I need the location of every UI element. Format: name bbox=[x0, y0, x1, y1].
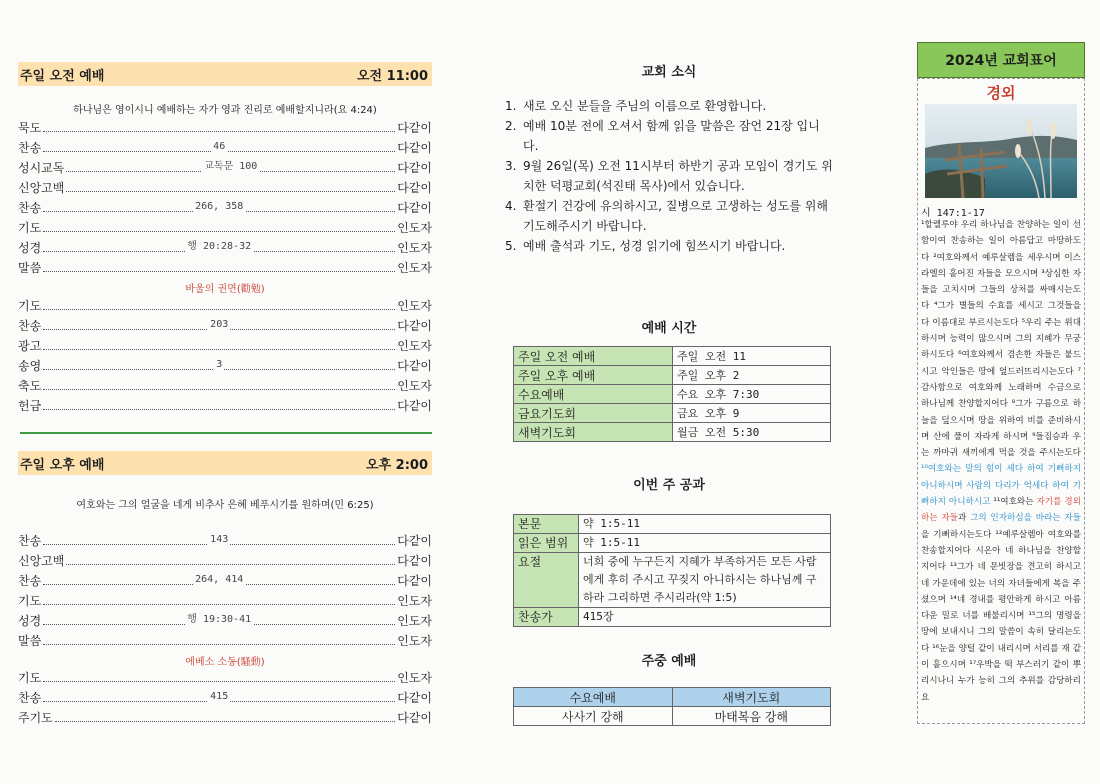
order-row bbox=[18, 116, 432, 136]
dot-leader bbox=[43, 270, 395, 272]
order-row bbox=[18, 256, 432, 276]
service-time: 주일 오전 11 bbox=[673, 347, 831, 366]
order-label: 신앙고백 bbox=[18, 554, 65, 568]
order-role: 다같이 bbox=[397, 181, 432, 195]
news-text: 예배 출석과 기도, 성경 읽기에 힘쓰시기 바랍니다. bbox=[523, 239, 786, 253]
morning-service-time: 오전 11:00 bbox=[356, 68, 428, 84]
afternoon-verse: 여호와는 그의 얼굴을 네게 비추사 은혜 베푸시기를 원하며(민 6:25) bbox=[76, 500, 374, 511]
news-number: 1. bbox=[505, 99, 517, 113]
news-list bbox=[505, 96, 833, 256]
order-detail-text: 266, 358 bbox=[195, 201, 244, 212]
order-row bbox=[18, 374, 432, 394]
order-label: 성경 bbox=[18, 614, 42, 628]
order-label: 찬송 bbox=[18, 691, 42, 705]
morning-sermon-title: 바울의 권면(勸勉) bbox=[185, 284, 265, 295]
midweek-table bbox=[513, 687, 831, 726]
news-text: 예배 10분 전에 오셔서 함께 읽을 말씀은 잠언 21장 입니다. bbox=[523, 119, 820, 153]
lesson-row bbox=[514, 534, 831, 553]
dot-leader bbox=[43, 308, 395, 310]
dot-leader bbox=[43, 230, 395, 232]
landscape-image bbox=[925, 104, 1077, 198]
dot-leader bbox=[43, 574, 395, 585]
dot-leader bbox=[43, 614, 395, 625]
dot-leader bbox=[43, 643, 395, 645]
order-row bbox=[18, 629, 432, 649]
order-detail bbox=[43, 359, 395, 371]
order-row bbox=[18, 156, 432, 176]
motto-title-box bbox=[917, 42, 1085, 78]
order-label: 기도 bbox=[18, 594, 42, 608]
order-detail-text: 46 bbox=[213, 141, 226, 152]
psalm-part-a: ¹할렐루야 우리 하나님을 찬양하는 일이 선함이여 찬송하는 일이 아름답고 마땅하도다 ²여호와께서 예루살렘을 세우시며 이스라엘의 흩어진 자들을 모으시며 ³상심한 자들을 고치시며 그들의 상처를 싸매시는도다 ⁴그가 별들의 수효를 세시고 그것들을 다 이름대로 부르시는도다 ⁵우리 주는 위대하시며 능력이 많으시며 그의 지혜가 무궁하시도다 ⁶여호와께서 겸손한 자들은 붙드시고 악인들은 땅에 엎드러뜨리시는도다 ⁷감사함으로 여호와께 노래하며 수금으로 하나님께 찬양할지어다 ⁸그가 구름으로 하늘을 덮으시며 땅을 위하여 비를 준비하시며 산에 풀이 자라게 하시며 ⁹들짐승과 우는 까마귀 새끼에게 먹을 것을 주시는도다 bbox=[921, 220, 1081, 459]
dot-leader bbox=[43, 408, 395, 410]
order-role: 다같이 bbox=[397, 121, 432, 135]
dot-leader bbox=[66, 161, 395, 172]
motto-word: 경외 bbox=[986, 84, 1016, 102]
order-role: 다같이 bbox=[397, 554, 432, 568]
service-time: 수요 오후 7:30 bbox=[673, 385, 831, 404]
order-detail-text: 3 bbox=[216, 359, 223, 370]
order-detail bbox=[43, 141, 395, 153]
afternoon-service-header bbox=[18, 451, 432, 475]
news-number: 3. bbox=[505, 159, 517, 173]
order-label: 말씀 bbox=[18, 261, 42, 275]
order-row bbox=[18, 549, 432, 569]
dot-leader bbox=[55, 720, 395, 722]
lesson-value: 너희 중에 누구든지 지혜가 부족하거든 모든 사람에게 후히 주시고 꾸짖지 아니하시는 하나님께 구하라 그리하면 주시리라(약 1:5) bbox=[579, 553, 831, 608]
order-detail-text: 행 19:30-41 bbox=[187, 614, 252, 625]
order-detail bbox=[66, 161, 395, 173]
lesson-key: 요절 bbox=[514, 553, 579, 608]
service-time-row bbox=[514, 404, 831, 423]
order-role: 다같이 bbox=[397, 691, 432, 705]
order-label: 주기도 bbox=[18, 711, 53, 725]
service-name: 주일 오전 예배 bbox=[514, 347, 673, 366]
order-row bbox=[18, 354, 432, 374]
order-label: 신앙고백 bbox=[18, 181, 65, 195]
service-name: 주일 오후 예배 bbox=[514, 366, 673, 385]
landscape-photo bbox=[925, 104, 1077, 198]
service-time: 금요 오후 9 bbox=[673, 404, 831, 423]
lesson-row bbox=[514, 515, 831, 534]
order-role: 다같이 bbox=[397, 574, 432, 588]
order-row bbox=[18, 216, 432, 236]
midweek-title: 주중 예배 bbox=[641, 654, 697, 669]
dot-leader bbox=[43, 241, 395, 252]
order-detail-text: 행 20:28-32 bbox=[187, 241, 252, 252]
order-role: 인도자 bbox=[397, 241, 432, 255]
order-detail-text: 교독문 100 bbox=[204, 161, 258, 172]
dot-leader bbox=[43, 680, 395, 682]
midweek-header-wed: 수요예배 bbox=[514, 688, 673, 707]
order-role: 다같이 bbox=[397, 161, 432, 175]
order-row bbox=[18, 294, 432, 314]
afternoon-sermon-title: 에베소 소동(騷動) bbox=[185, 657, 265, 668]
midweek-value-wed: 사사기 강해 bbox=[514, 707, 673, 726]
news-item bbox=[505, 236, 833, 256]
midweek-header-dawn: 새벽기도회 bbox=[672, 688, 831, 707]
order-label: 기도 bbox=[18, 671, 42, 685]
order-row bbox=[18, 236, 432, 256]
dot-leader bbox=[43, 359, 395, 370]
order-role: 인도자 bbox=[397, 614, 432, 628]
order-row bbox=[18, 609, 432, 629]
psalm-highlight-v10: ¹⁰여호와는 말의 힘이 세다 하여 기뻐하지 아니하시며 사람의 다리가 억세다 하여 기뻐하지 아니하시고 bbox=[921, 464, 1081, 508]
order-row bbox=[18, 666, 432, 686]
order-row bbox=[18, 589, 432, 609]
order-label: 송영 bbox=[18, 359, 42, 373]
lesson-key: 찬송가 bbox=[514, 608, 579, 627]
order-row bbox=[18, 314, 432, 334]
section-divider bbox=[20, 432, 432, 434]
order-detail bbox=[43, 534, 395, 546]
order-label: 찬송 bbox=[18, 201, 42, 215]
service-time: 주일 오후 2 bbox=[673, 366, 831, 385]
lesson-row bbox=[514, 608, 831, 627]
order-row bbox=[18, 706, 432, 726]
order-row bbox=[18, 196, 432, 216]
order-label: 광고 bbox=[18, 339, 42, 353]
psalm-highlight-hope: 그의 인자하심을 바라는 자들 bbox=[970, 513, 1081, 524]
order-label: 묵도 bbox=[18, 121, 42, 135]
order-role: 다같이 bbox=[397, 201, 432, 215]
service-name: 수요예배 bbox=[514, 385, 673, 404]
order-label: 찬송 bbox=[18, 141, 42, 155]
psalm-part-c: ¹¹여호와는 bbox=[990, 497, 1037, 508]
order-row bbox=[18, 569, 432, 589]
service-times-table bbox=[513, 346, 831, 442]
service-time-row bbox=[514, 347, 831, 366]
order-role: 다같이 bbox=[397, 359, 432, 373]
order-label: 헌금 bbox=[18, 399, 42, 413]
order-detail bbox=[43, 691, 395, 703]
afternoon-service-title: 주일 오후 예배 bbox=[20, 457, 105, 473]
psalm-text bbox=[921, 217, 1081, 706]
service-name: 금요기도회 bbox=[514, 404, 673, 423]
order-label: 성경 bbox=[18, 241, 42, 255]
order-role: 인도자 bbox=[397, 339, 432, 353]
order-row bbox=[18, 686, 432, 706]
news-text: 환절기 건강에 유의하시고, 질병으로 고생하는 성도를 위해 기도해주시기 바랍니다. bbox=[523, 199, 828, 233]
dot-leader bbox=[66, 190, 395, 192]
order-detail bbox=[43, 201, 395, 213]
news-text: 9월 26일(목) 오전 11시부터 하반기 공과 모임이 경기도 위치한 덕평교회(석진태 목사)에서 있습니다. bbox=[523, 159, 833, 193]
order-detail bbox=[43, 319, 395, 331]
news-number: 2. bbox=[505, 119, 517, 133]
service-time-row bbox=[514, 423, 831, 442]
order-role: 다같이 bbox=[397, 534, 432, 548]
service-times-title: 예배 시간 bbox=[641, 321, 697, 336]
order-row bbox=[18, 334, 432, 354]
psalm-part-e: 과 bbox=[957, 513, 971, 524]
order-role: 다같이 bbox=[397, 399, 432, 413]
news-item bbox=[505, 196, 833, 236]
order-detail bbox=[43, 614, 395, 626]
order-role: 인도자 bbox=[397, 594, 432, 608]
news-item bbox=[505, 96, 833, 116]
dot-leader bbox=[43, 201, 395, 212]
psalm-highlight-fear: 자기를 경외하는 자들 bbox=[921, 497, 1081, 524]
service-time-row bbox=[514, 385, 831, 404]
service-name: 새벽기도회 bbox=[514, 423, 673, 442]
news-number: 4. bbox=[505, 199, 517, 213]
afternoon-service-time: 오후 2:00 bbox=[366, 457, 428, 473]
lesson-row bbox=[514, 553, 831, 608]
dot-leader bbox=[43, 348, 395, 350]
news-title: 교회 소식 bbox=[641, 65, 697, 80]
order-role: 인도자 bbox=[397, 221, 432, 235]
morning-service-title: 주일 오전 예배 bbox=[20, 68, 105, 84]
lesson-value: 약 1:5-11 bbox=[579, 515, 831, 534]
order-label: 찬송 bbox=[18, 574, 42, 588]
lesson-table bbox=[513, 514, 831, 627]
service-time-row bbox=[514, 366, 831, 385]
dot-leader bbox=[43, 603, 395, 605]
order-role: 인도자 bbox=[397, 634, 432, 648]
order-role: 인도자 bbox=[397, 261, 432, 275]
dot-leader bbox=[43, 141, 395, 152]
order-label: 축도 bbox=[18, 379, 42, 393]
order-role: 다같이 bbox=[397, 319, 432, 333]
news-text: 새로 오신 분들을 주님의 이름으로 환영합니다. bbox=[523, 99, 767, 113]
order-detail-text: 203 bbox=[210, 319, 229, 330]
news-item bbox=[505, 116, 833, 156]
lesson-title: 이번 주 공과 bbox=[633, 478, 705, 493]
order-row bbox=[18, 529, 432, 549]
dot-leader bbox=[66, 563, 395, 565]
dot-leader bbox=[43, 691, 395, 702]
news-number: 5. bbox=[505, 239, 517, 253]
order-label: 찬송 bbox=[18, 319, 42, 333]
order-detail bbox=[43, 241, 395, 253]
order-role: 인도자 bbox=[397, 379, 432, 393]
order-role: 다같이 bbox=[397, 141, 432, 155]
news-item bbox=[505, 156, 833, 196]
dot-leader bbox=[43, 130, 395, 132]
lesson-value: 약 1:5-11 bbox=[579, 534, 831, 553]
order-row bbox=[18, 136, 432, 156]
order-role: 인도자 bbox=[397, 299, 432, 313]
order-label: 성시교독 bbox=[18, 161, 65, 175]
lesson-value: 415장 bbox=[579, 608, 831, 627]
psalm-reference: 시 147:1-17 bbox=[921, 208, 985, 219]
order-label: 기도 bbox=[18, 299, 42, 313]
morning-verse: 하나님은 영이시니 예배하는 자가 영과 진리로 예배할지니라(요 4:24) bbox=[73, 105, 377, 116]
order-detail-text: 415 bbox=[210, 691, 229, 702]
dot-leader bbox=[43, 319, 395, 330]
order-label: 기도 bbox=[18, 221, 42, 235]
order-label: 말씀 bbox=[18, 634, 42, 648]
order-detail bbox=[43, 574, 395, 586]
dot-leader bbox=[43, 388, 395, 390]
order-role: 다같이 bbox=[397, 711, 432, 725]
order-role: 인도자 bbox=[397, 671, 432, 685]
order-row bbox=[18, 394, 432, 414]
motto-title: 2024년 교회표어 bbox=[945, 53, 1057, 69]
dot-leader bbox=[43, 534, 395, 545]
order-detail-text: 264, 414 bbox=[195, 574, 244, 585]
order-label: 찬송 bbox=[18, 534, 42, 548]
order-row bbox=[18, 176, 432, 196]
lesson-key: 본문 bbox=[514, 515, 579, 534]
psalm-part-g: 을 기뻐하시는도다 ¹²예루살렘아 여호와를 찬송할지어다 시온아 네 하나님을 찬양할지어다 ¹³그가 네 문빗장을 견고히 하시고 네 가운데에 있는 너의 자녀들에게 복을 주셨으며 ¹⁴네 경내를 평안하게 하시고 아름다운 밀로 너를 배불리시며 ¹⁵그의 명령을 땅에 보내시니 그의 말씀이 속히 달리는도다 ¹⁶눈을 양털 같이 내리시며 서리를 재 같이 흩으시며 ¹⁷우박을 떡 부스러기 같이 뿌리시나니 누가 능히 그의 추위를 감당하리요 bbox=[921, 529, 1081, 703]
morning-service-header bbox=[18, 62, 432, 86]
lesson-key: 읽은 범위 bbox=[514, 534, 579, 553]
order-detail-text: 143 bbox=[210, 534, 229, 545]
service-time: 월금 오전 5:30 bbox=[673, 423, 831, 442]
midweek-value-dawn: 마태복음 강해 bbox=[672, 707, 831, 726]
